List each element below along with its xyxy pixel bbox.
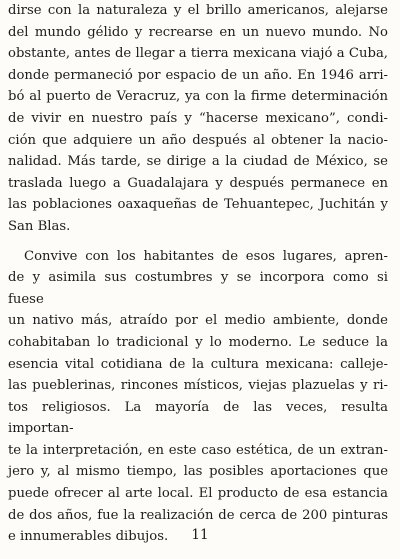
text-line: de dos años, fue la realización de cerca de 200 pinturas xyxy=(8,507,388,523)
text-line-first: Convive con los habitantes de esos lugares, apren- xyxy=(24,248,388,264)
text-line: puede ofrecer al arte local. El producto de esa estancia xyxy=(8,486,388,502)
text-line: las pueblerinas, rincones místicos, viejas plazuelas y ri- xyxy=(8,378,388,394)
text-line: jero y, al mismo tiempo, las posibles aportaciones que xyxy=(8,464,388,480)
text-line: dirse con la naturaleza y el brillo americanos, alejarse xyxy=(8,3,388,18)
text-line: las poblaciones oaxaqueñas de Tehuantepec, Juchitán y xyxy=(8,197,388,213)
text-line: obstante, antes de llegar a tierra mexicana viajó a Cuba, xyxy=(8,46,388,62)
text-line: de vivir en nuestro país y “hacerse mexicano”, condi- xyxy=(8,110,388,126)
text-line: esencia vital cotidiana de la cultura mexicana: calleje- xyxy=(8,356,388,372)
text-line: te la interpretación, en este caso estética, de un extran- xyxy=(8,442,388,458)
page-number: 11 xyxy=(191,527,209,543)
text-line: cohabitaban lo tradicional y lo moderno. Le seduce la xyxy=(8,334,388,350)
text-line: un nativo más, atraído por el medio ambiente, donde xyxy=(8,313,388,329)
paragraph-2 xyxy=(8,246,388,548)
text-line: bó al puerto de Veracruz, ya con la firme determinación xyxy=(8,89,388,105)
text-line: de y asimila sus costumbres y se incorpora como si fuese xyxy=(8,270,388,307)
text-line-last: e innumerables dibujos. xyxy=(8,529,169,545)
text-line: nalidad. Más tarde, se dirige a la ciudad de México, se xyxy=(8,154,388,170)
text-line: traslada luego a Guadalajara y después permanece en xyxy=(8,175,388,191)
text-line: del mundo gélido y recrearse en un nuevo mundo. No xyxy=(8,24,388,40)
text-line: tos religiosos. La mayoría de las veces, resulta importan- xyxy=(8,399,388,437)
body-text xyxy=(8,0,388,548)
text-line-last: San Blas. xyxy=(8,218,71,234)
paragraph-1 xyxy=(8,0,388,238)
text-line: donde permaneció por espacio de un año. En 1946 arri- xyxy=(8,67,388,83)
text-line: ción que adquiere un año después al obtener la nacio- xyxy=(8,132,388,148)
paragraph-spacing xyxy=(8,238,388,246)
